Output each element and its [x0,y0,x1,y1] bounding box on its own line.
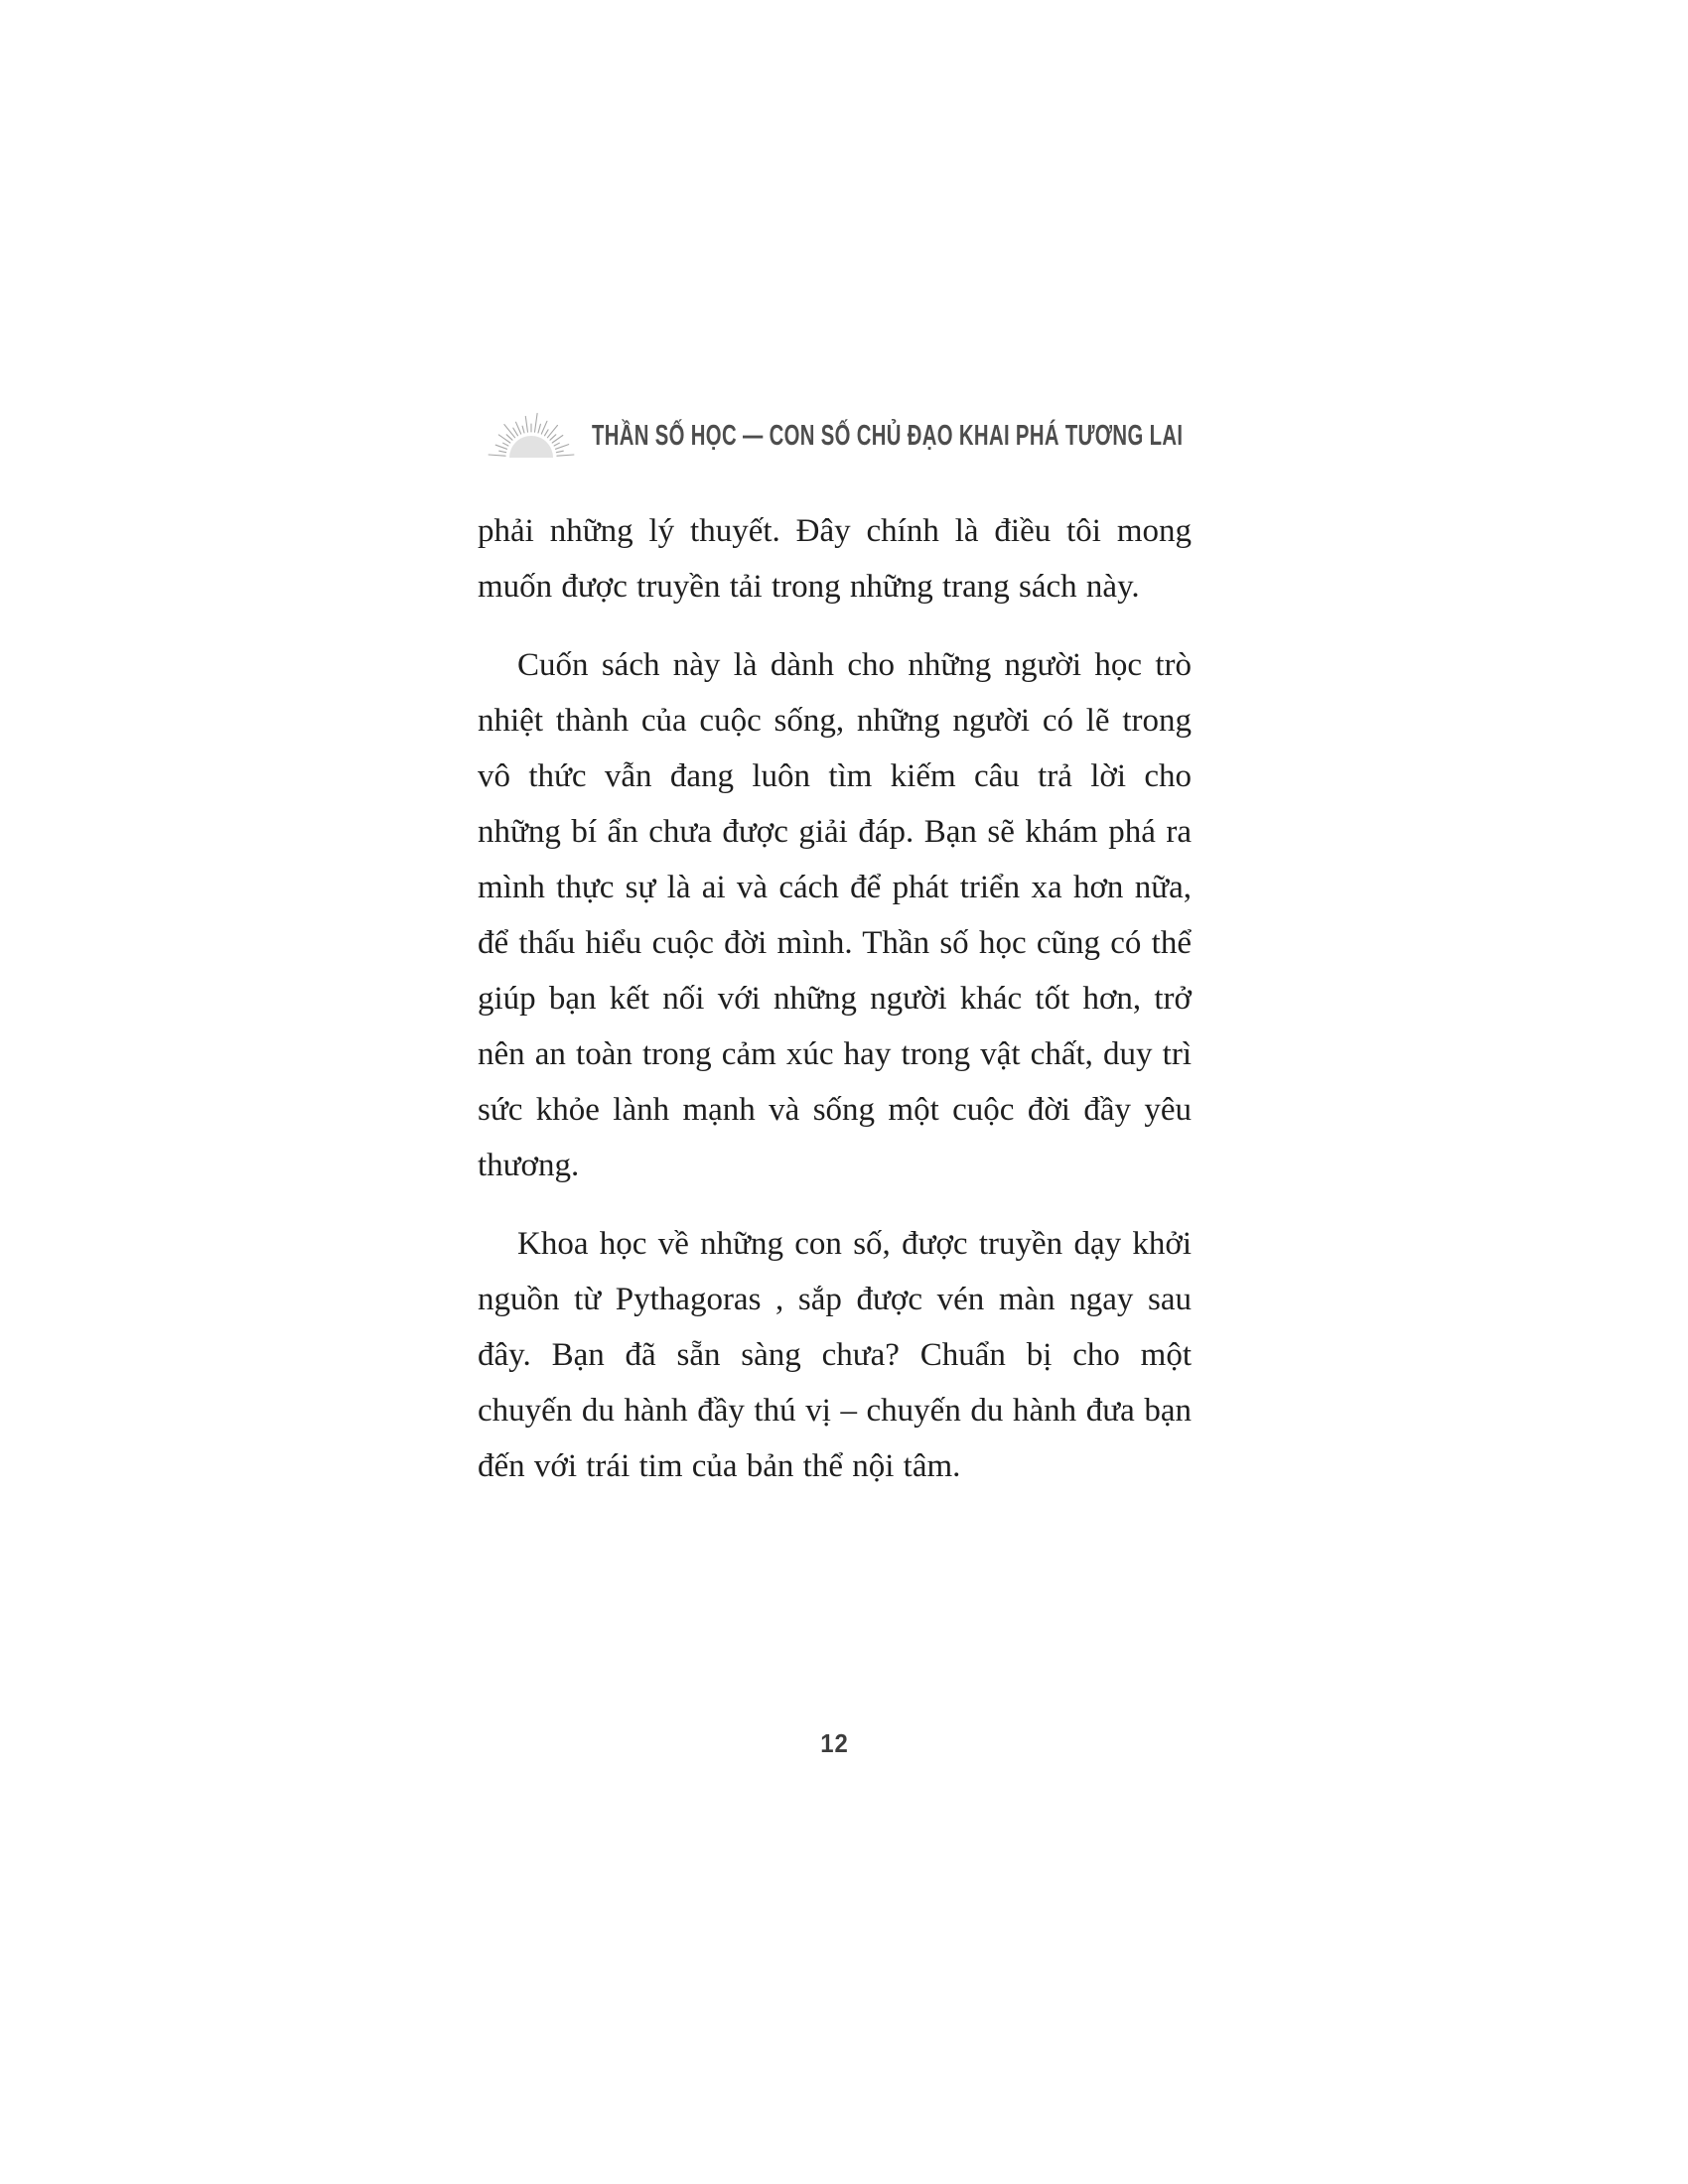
sunrise-icon [484,400,579,460]
paragraph: Cuốn sách này là dành cho những người học trò nhiệt thành của cuộc sống, những người có lẽ trong vô thức vẫn đang luôn tìm kiếm câu trả lời cho những bí ẩn chưa được giải đáp. Bạn sẽ khám phá ra mình thực sự là ai và cách để phát triển xa hơn nữa, để thấu hiểu cuộc đời mình. Thần số học cũng có thể giúp bạn kết nối với những người khác tốt hơn, trở nên an toàn trong cảm xúc hay trong vật chất, duy trì sức khỏe lành mạnh và sống một cuộc đời đầy yêu thương. [478,647,1192,1183]
body-text [478,503,1192,1517]
page-footer [478,1728,1192,1759]
paragraph: Khoa học về những con số, được truyền dạy khởi nguồn từ Pythagoras , sắp được vén màn ngay sau đây. Bạn đã sẵn sàng chưa? Chuẩn bị cho một chuyến du hành đầy thú vị – chuyến du hành đưa bạn đến với trái tim của bản thể nội tâm. [478,1226,1192,1484]
page-header [484,396,1436,460]
paragraph: phải những lý thuyết. Đây chính là điều tôi mong muốn được truyền tải trong những trang sách này. [478,513,1192,605]
page-number: 12 [820,1728,849,1758]
header-title: THẦN SỐ HỌC — CON SỐ CHỦ ĐẠO KHAI PHÁ TƯƠNG LAI [592,420,1184,452]
